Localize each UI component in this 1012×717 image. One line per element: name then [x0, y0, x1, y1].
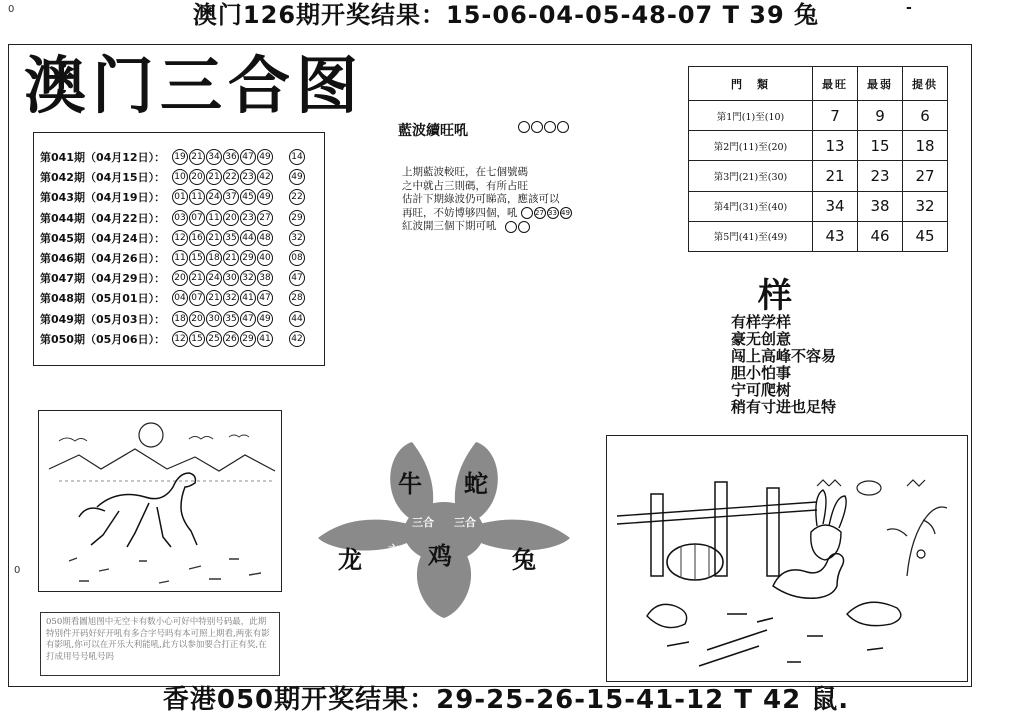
max-cell: 34	[813, 191, 858, 221]
draw-history-row	[40, 147, 320, 167]
number-ball: 49	[257, 189, 273, 205]
number-ball: 20	[172, 270, 188, 286]
poem-heading: 样	[758, 276, 792, 316]
poem-line: 豪无创意	[731, 330, 792, 348]
draw-period: 第043期（04月19日）：	[40, 191, 166, 205]
draw-period: 第050期（05月06日）：	[40, 332, 166, 346]
segment-cell: 第5門(41)至(49)	[689, 221, 813, 251]
drawn-numbers	[172, 149, 273, 165]
segment-cell: 第1門(1)至(10)	[689, 101, 813, 131]
wave-ball: 27	[535, 209, 544, 218]
drawn-numbers	[172, 169, 273, 185]
hongkong-draw-result: 香港050期开奖结果：29-25-26-15-41-12 T 42 鼠.	[162, 685, 850, 715]
special-number-ball: 32	[289, 230, 305, 246]
number-ball: 15	[189, 331, 205, 347]
draw-history-row	[40, 167, 320, 187]
offer-cell: 32	[903, 191, 948, 221]
wave-line-text: 紅波開三個下期可吼	[402, 220, 497, 232]
number-ball: 07	[189, 290, 205, 306]
horse-illustration	[38, 410, 282, 592]
horse-sketch	[39, 411, 282, 592]
number-ball: 23	[240, 169, 256, 185]
number-ball: 21	[206, 290, 222, 306]
draw-history-panel	[33, 132, 325, 366]
poem	[731, 314, 836, 416]
draw-history-row	[40, 228, 320, 248]
flower-petals	[316, 440, 572, 620]
number-ball: 32	[240, 270, 256, 286]
wave-line-text: 再旺，不妨博够四個，吼	[402, 206, 518, 219]
number-ball: 21	[206, 169, 222, 185]
number-ball: 25	[206, 331, 222, 347]
poem-line: 闯上高峰不容易	[731, 347, 837, 365]
wave-line: 上期藍波較旺，在七個號碼	[402, 166, 528, 178]
wave-ball: 33	[548, 209, 557, 218]
number-ball: 26	[223, 331, 239, 347]
number-ball: 19	[172, 149, 188, 165]
zodiac-ox: 牛	[398, 470, 422, 498]
number-ball: 41	[257, 331, 273, 347]
special-number-ball: 49	[289, 169, 305, 185]
dash-mark: -	[906, 0, 912, 16]
number-range-table	[688, 66, 948, 252]
number-ball: 42	[257, 169, 273, 185]
page-title: 澳门三合图	[24, 49, 365, 122]
draw-period: 第048期（05月01日）：	[40, 292, 166, 306]
table-header-row	[689, 67, 948, 101]
special-number-ball: 14	[289, 149, 305, 165]
relation-label: 六合	[388, 543, 399, 568]
drawn-numbers	[172, 270, 273, 286]
number-ball: 44	[240, 230, 256, 246]
table-row	[689, 191, 948, 221]
max-cell: 21	[813, 161, 858, 191]
number-ball: 21	[223, 250, 239, 266]
special-number-ball: 22	[289, 189, 305, 205]
number-ball: 30	[223, 270, 239, 286]
draw-period: 第047期（04月29日）：	[40, 272, 166, 286]
wave-line-5	[402, 220, 642, 234]
number-ball: 41	[240, 290, 256, 306]
zodiac-snake: 蛇	[464, 470, 488, 498]
number-ball: 18	[206, 250, 222, 266]
max-cell: 13	[813, 131, 858, 161]
wave-line-5-balls	[505, 221, 530, 233]
min-cell: 46	[858, 221, 903, 251]
column-header: 最弱	[858, 67, 903, 101]
number-ball: 18	[172, 311, 188, 327]
number-ball: 10	[172, 169, 188, 185]
draw-period: 第041期（04月12日）：	[40, 151, 166, 165]
number-ball: 24	[206, 189, 222, 205]
wave-ball: 49	[561, 209, 570, 218]
special-number-ball: 47	[289, 270, 305, 286]
wave-line-4	[402, 207, 642, 221]
wave-ball	[518, 221, 530, 233]
number-ball: 40	[257, 250, 273, 266]
faded-note: 050期看圖旭图中无空卡有数小心可好中特别号码最，此期特别件开码好好开吼有多合字号吗有本可照上期看,两张有影有影吼,你可以在开乐大利能吼,此方以参加要合打正有奖,在打成用号号吼号吗	[40, 612, 280, 676]
relation-label: 三合	[454, 516, 476, 529]
wave-title-balls	[518, 121, 569, 133]
drawn-numbers	[172, 311, 273, 327]
wave-line: 估計下期綠波仍可睇高，應該可以	[402, 193, 560, 205]
column-header: 最旺	[813, 67, 858, 101]
number-ball: 22	[223, 169, 239, 185]
drawn-numbers	[172, 331, 273, 347]
number-ball: 34	[206, 149, 222, 165]
table-row	[689, 161, 948, 191]
number-ball: 11	[189, 189, 205, 205]
number-ball: 29	[240, 331, 256, 347]
draw-history-row	[40, 268, 320, 288]
garden-illustration	[606, 435, 968, 682]
number-ball: 35	[223, 230, 239, 246]
number-ball: 11	[172, 250, 188, 266]
drawn-numbers	[172, 189, 273, 205]
corner-mark: 0	[8, 4, 15, 15]
number-ball: 32	[223, 290, 239, 306]
draw-history-row	[40, 248, 320, 268]
offer-cell: 6	[903, 101, 948, 131]
table-row	[689, 131, 948, 161]
draw-history-row	[40, 288, 320, 308]
number-ball: 20	[223, 210, 239, 226]
min-cell: 9	[858, 101, 903, 131]
offer-cell: 18	[903, 131, 948, 161]
zodiac-flower	[316, 440, 572, 620]
relation-label: 三合	[412, 516, 434, 529]
zodiac-rabbit: 兔	[512, 546, 536, 574]
offer-cell: 27	[903, 161, 948, 191]
special-number-ball: 44	[289, 311, 305, 327]
min-cell: 15	[858, 131, 903, 161]
number-ball: 04	[172, 290, 188, 306]
segment-cell: 第2門(11)至(20)	[689, 131, 813, 161]
number-ball: 01	[172, 189, 188, 205]
special-number-ball: 08	[289, 250, 305, 266]
draw-period: 第044期（04月22日）：	[40, 211, 166, 225]
number-ball: 36	[223, 149, 239, 165]
number-ball: 47	[240, 149, 256, 165]
wave-commentary	[402, 166, 642, 234]
max-cell: 7	[813, 101, 858, 131]
number-ball: 38	[257, 270, 273, 286]
segment-cell: 第3門(21)至(30)	[689, 161, 813, 191]
poem-line: 胆小怕事	[731, 364, 792, 382]
number-ball: 03	[172, 210, 188, 226]
wave-ball	[531, 121, 543, 133]
draw-history-row	[40, 208, 320, 228]
column-header: 門 類	[689, 67, 813, 101]
number-ball: 35	[223, 311, 239, 327]
wave-ball	[557, 121, 569, 133]
segment-cell: 第4門(31)至(40)	[689, 191, 813, 221]
wave-line-4-balls	[521, 207, 572, 219]
draw-period: 第045期（04月24日）：	[40, 231, 166, 245]
number-ball: 12	[172, 230, 188, 246]
number-ball: 20	[189, 311, 205, 327]
poem-line: 有样学样	[731, 313, 792, 331]
number-ball: 49	[257, 149, 273, 165]
number-ball: 12	[172, 331, 188, 347]
table-row	[689, 101, 948, 131]
drawn-numbers	[172, 290, 273, 306]
number-ball: 30	[206, 311, 222, 327]
number-ball: 21	[189, 270, 205, 286]
garden-sketch	[607, 436, 968, 682]
wave-ball	[518, 121, 530, 133]
number-ball: 27	[257, 210, 273, 226]
draw-history-row	[40, 187, 320, 207]
drawn-numbers	[172, 210, 273, 226]
wave-ball	[521, 207, 533, 219]
number-ball: 16	[189, 230, 205, 246]
wave-title: 藍波續旺吼	[398, 123, 468, 139]
column-header: 提供	[903, 67, 948, 101]
poem-line: 稍有寸进也足特	[731, 398, 837, 416]
number-ball: 11	[206, 210, 222, 226]
min-cell: 23	[858, 161, 903, 191]
special-number-ball: 29	[289, 210, 305, 226]
number-ball: 45	[240, 189, 256, 205]
number-ball: 47	[240, 311, 256, 327]
offer-cell: 45	[903, 221, 948, 251]
drawn-numbers	[172, 230, 273, 246]
special-number-ball: 28	[289, 290, 305, 306]
draw-history-row	[40, 329, 320, 349]
poem-line: 宁可爬树	[731, 381, 792, 399]
number-ball: 37	[223, 189, 239, 205]
side-mark: 0	[14, 565, 21, 576]
number-ball: 21	[206, 230, 222, 246]
number-ball: 20	[189, 169, 205, 185]
special-number-ball: 42	[289, 331, 305, 347]
relation-label: 冲	[484, 552, 495, 565]
zodiac-rooster: 鸡	[428, 542, 452, 570]
number-ball: 48	[257, 230, 273, 246]
wave-ball	[505, 221, 517, 233]
number-ball: 29	[240, 250, 256, 266]
number-ball: 21	[189, 149, 205, 165]
table-row	[689, 221, 948, 251]
wave-line: 之中就占三則碼，有所占旺	[402, 179, 528, 192]
max-cell: 43	[813, 221, 858, 251]
number-ball: 07	[189, 210, 205, 226]
draw-period: 第042期（04月15日）：	[40, 171, 166, 185]
draw-period: 第046期（04月26日）：	[40, 252, 166, 266]
number-ball: 49	[257, 311, 273, 327]
number-ball: 23	[240, 210, 256, 226]
wave-ball	[544, 121, 556, 133]
number-ball: 24	[206, 270, 222, 286]
drawn-numbers	[172, 250, 273, 266]
draw-period: 第049期（05月03日）：	[40, 312, 166, 326]
macau-draw-result: 澳门126期开奖结果：15-06-04-05-48-07 T 39 兔	[192, 1, 820, 29]
zodiac-dragon: 龙	[338, 546, 362, 574]
draw-history-row	[40, 309, 320, 329]
number-ball: 47	[257, 290, 273, 306]
number-ball: 15	[189, 250, 205, 266]
min-cell: 38	[858, 191, 903, 221]
